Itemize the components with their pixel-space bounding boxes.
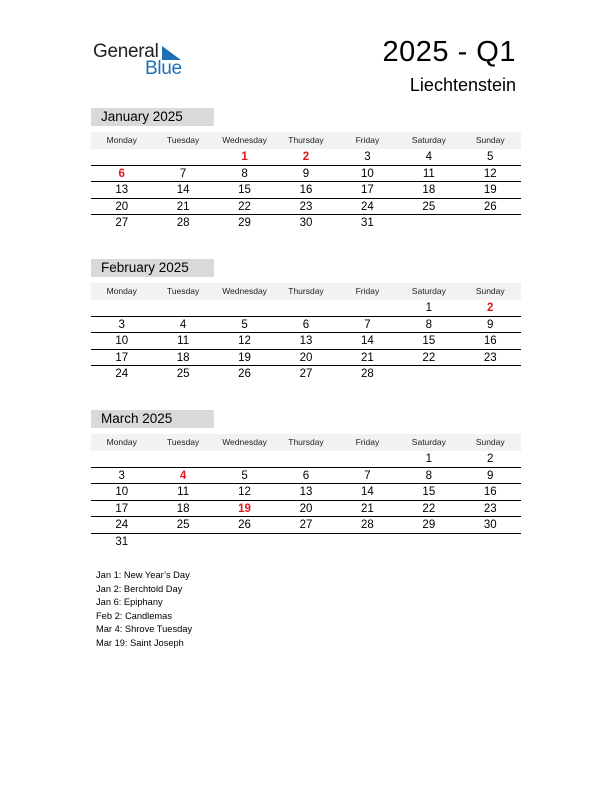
date-cell: 15 — [422, 335, 436, 347]
date-cell: 16 — [299, 184, 313, 196]
weekday-header: Thursday — [288, 286, 324, 296]
week-row — [91, 199, 521, 216]
date-cell — [91, 451, 152, 467]
date-cell: 30 — [483, 519, 497, 531]
date-cell: 20 — [299, 502, 313, 515]
date-cell: 13 — [299, 335, 313, 347]
date-cell: 28 — [176, 217, 190, 229]
weekday-header: Sunday — [475, 286, 505, 296]
date-cell: 26 — [483, 200, 497, 213]
date-cell: 13 — [299, 486, 313, 498]
weekday-header: Tuesday — [166, 135, 200, 145]
date-cell: 3 — [364, 151, 371, 163]
weekday-header: Tuesday — [166, 437, 200, 447]
date-cell: 13 — [115, 184, 129, 196]
date-cell: 10 — [115, 486, 129, 498]
month-label: January 2025 — [91, 108, 214, 126]
logo-word-general: General — [93, 41, 159, 62]
date-cell: 30 — [299, 217, 313, 229]
date-cell — [337, 451, 398, 467]
date-cell: 23 — [299, 200, 313, 213]
weekday-header: Wednesday — [222, 286, 267, 296]
date-cell: 15 — [238, 184, 251, 196]
date-cell — [275, 451, 336, 467]
date-cell: 7 — [364, 469, 371, 482]
date-cell: 23 — [483, 351, 497, 364]
date-cell: 26 — [238, 519, 251, 531]
date-cell: 11 — [177, 486, 190, 498]
weekday-header-row — [91, 434, 521, 451]
holiday-date-cell: 19 — [238, 502, 251, 515]
weekday-header: Tuesday — [166, 286, 200, 296]
date-cell: 8 — [241, 167, 248, 180]
date-cell: 24 — [115, 519, 129, 531]
date-cell: 20 — [115, 200, 129, 213]
month-grid — [91, 132, 521, 232]
date-cell: 22 — [238, 200, 251, 213]
week-row — [91, 451, 521, 468]
date-cell — [214, 534, 275, 551]
month-label: March 2025 — [91, 410, 214, 428]
week-row — [91, 215, 521, 232]
week-row — [91, 350, 521, 367]
holiday-date-cell: 6 — [118, 167, 125, 180]
country-name: Liechtenstein — [409, 75, 516, 95]
date-cell: 3 — [118, 469, 125, 482]
date-cell — [91, 149, 152, 165]
date-cell: 14 — [176, 184, 190, 196]
date-cell: 19 — [483, 184, 497, 196]
date-cell: 1 — [425, 453, 433, 465]
weekday-header: Saturday — [411, 286, 446, 296]
date-cell: 9 — [487, 318, 494, 331]
date-cell — [152, 534, 213, 551]
date-cell: 17 — [115, 351, 129, 364]
holiday-note: Mar 19: Saint Joseph — [96, 637, 184, 648]
date-cell: 4 — [425, 151, 433, 163]
date-cell: 27 — [115, 217, 129, 229]
date-cell — [398, 366, 459, 383]
date-cell: 21 — [361, 502, 374, 515]
month-grid — [91, 283, 521, 383]
week-row — [91, 366, 521, 383]
date-cell: 1 — [425, 302, 433, 314]
week-row — [91, 149, 521, 166]
date-cell: 7 — [179, 167, 187, 180]
date-cell: 25 — [176, 368, 190, 380]
week-row — [91, 317, 521, 334]
weekday-header: Friday — [355, 286, 380, 296]
weekday-header: Saturday — [411, 437, 446, 447]
weekday-header: Thursday — [288, 135, 324, 145]
week-row — [91, 468, 521, 485]
date-cell: 14 — [361, 335, 374, 347]
date-cell: 25 — [422, 200, 436, 213]
date-cell: 24 — [361, 200, 374, 213]
page-title: 2025 - Q1 — [382, 36, 516, 68]
date-cell: 28 — [361, 368, 374, 380]
date-cell: 9 — [302, 167, 310, 180]
month-grid — [91, 434, 521, 550]
date-cell: 12 — [238, 335, 251, 347]
weekday-header: Friday — [355, 437, 380, 447]
date-cell — [214, 451, 275, 467]
holiday-note: Feb 2: Candlemas — [96, 610, 172, 621]
date-cell: 17 — [115, 502, 129, 515]
date-cell — [152, 300, 213, 316]
week-row — [91, 517, 521, 534]
weekday-header: Wednesday — [222, 135, 267, 145]
date-cell — [91, 300, 152, 316]
date-cell: 19 — [238, 351, 251, 364]
holiday-note: Jan 2: Berchtold Day — [96, 583, 183, 594]
date-cell: 6 — [302, 469, 310, 482]
holiday-date-cell: 2 — [487, 302, 494, 314]
date-cell: 29 — [238, 217, 251, 229]
date-cell: 9 — [487, 469, 494, 482]
date-cell — [152, 149, 213, 165]
date-cell: 16 — [483, 335, 497, 347]
date-cell: 20 — [299, 351, 313, 364]
date-cell — [275, 534, 336, 551]
week-row — [91, 166, 521, 183]
date-cell: 14 — [361, 486, 374, 498]
date-cell — [398, 215, 459, 232]
weekday-header-row — [91, 132, 521, 149]
month-february — [91, 259, 521, 383]
date-cell: 11 — [177, 335, 190, 347]
week-row — [91, 333, 521, 350]
date-cell: 24 — [115, 368, 129, 380]
date-cell: 17 — [361, 184, 374, 196]
week-row — [91, 534, 521, 551]
date-cell: 21 — [361, 351, 374, 364]
holiday-date-cell: 4 — [179, 469, 187, 482]
date-cell: 18 — [176, 502, 190, 515]
date-cell: 3 — [118, 318, 125, 331]
date-cell: 8 — [425, 318, 433, 331]
date-cell: 10 — [115, 335, 129, 347]
date-cell: 23 — [483, 502, 497, 515]
week-row — [91, 484, 521, 501]
date-cell — [460, 215, 521, 232]
weekday-header: Thursday — [288, 437, 324, 447]
date-cell: 29 — [422, 519, 436, 531]
date-cell: 8 — [425, 469, 433, 482]
date-cell: 25 — [176, 519, 190, 531]
holiday-date-cell: 1 — [241, 151, 248, 163]
date-cell — [275, 300, 336, 316]
date-cell: 12 — [238, 486, 251, 498]
date-cell: 5 — [487, 151, 494, 163]
date-cell — [152, 451, 213, 467]
date-cell: 10 — [361, 167, 374, 180]
date-cell: 22 — [422, 502, 436, 515]
date-cell — [214, 300, 275, 316]
month-march — [91, 410, 521, 550]
date-cell: 12 — [483, 167, 497, 180]
weekday-header: Monday — [106, 286, 137, 296]
weekday-header: Sunday — [475, 437, 505, 447]
weekday-header: Monday — [106, 437, 137, 447]
date-cell: 5 — [241, 469, 248, 482]
date-cell: 4 — [179, 318, 187, 331]
date-cell: 27 — [299, 519, 313, 531]
date-cell: 28 — [361, 519, 374, 531]
date-cell — [337, 300, 398, 316]
holiday-note: Jan 6: Epiphany — [96, 597, 163, 608]
date-cell: 31 — [361, 217, 374, 229]
holiday-note: Mar 4: Shrove Tuesday — [96, 624, 193, 635]
month-january — [91, 108, 521, 232]
weekday-header: Saturday — [411, 135, 446, 145]
date-cell: 7 — [364, 318, 371, 331]
week-row — [91, 182, 521, 199]
date-cell: 15 — [422, 486, 436, 498]
date-cell: 27 — [299, 368, 313, 380]
date-cell — [337, 534, 398, 551]
holiday-date-cell: 2 — [302, 151, 310, 163]
logo-word-blue: Blue — [145, 58, 182, 79]
date-cell: 16 — [483, 486, 497, 498]
date-cell: 18 — [176, 351, 190, 364]
week-row — [91, 501, 521, 518]
date-cell: 21 — [176, 200, 190, 213]
date-cell: 6 — [302, 318, 310, 331]
weekday-header: Wednesday — [222, 437, 267, 447]
week-row — [91, 300, 521, 317]
date-cell — [460, 534, 521, 551]
weekday-header-row — [91, 283, 521, 300]
weekday-header: Sunday — [475, 135, 505, 145]
date-cell: 26 — [238, 368, 251, 380]
weekday-header: Friday — [355, 135, 380, 145]
weekday-header: Monday — [106, 135, 137, 145]
date-cell: 22 — [422, 351, 436, 364]
date-cell: 18 — [422, 184, 436, 196]
holiday-notes — [96, 569, 192, 651]
date-cell: 11 — [422, 167, 435, 180]
generalblue-logo — [93, 41, 193, 81]
date-cell: 2 — [487, 453, 494, 465]
date-cell: 5 — [241, 318, 248, 331]
month-label: February 2025 — [91, 259, 214, 277]
date-cell — [398, 534, 459, 551]
date-cell — [460, 366, 521, 383]
date-cell: 31 — [115, 535, 129, 548]
holiday-note: Jan 1: New Year’s Day — [96, 570, 190, 580]
